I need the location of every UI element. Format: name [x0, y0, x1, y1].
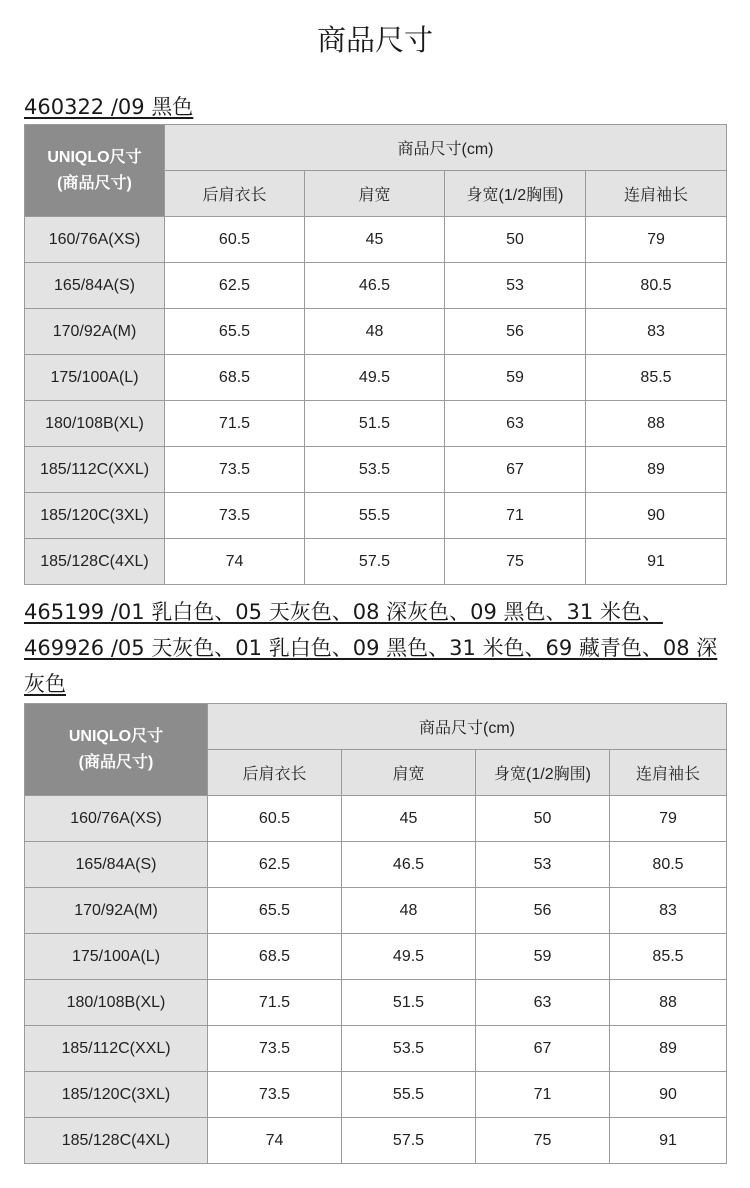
- table-row: [25, 263, 727, 309]
- measurement-cell: 50: [476, 796, 610, 842]
- measurement-cell: 71.5: [208, 980, 342, 1026]
- table-row: [25, 980, 727, 1026]
- corner-line2: (商品尺寸): [57, 174, 132, 192]
- table-row: [25, 309, 727, 355]
- measurement-cell: 73.5: [165, 493, 305, 539]
- measurement-cell: 45: [305, 217, 445, 263]
- measurement-cell: 67: [445, 447, 586, 493]
- table-row: [25, 796, 727, 842]
- measurement-cell: 62.5: [208, 842, 342, 888]
- page-title: 商品尺寸: [316, 23, 433, 57]
- table-row: [25, 217, 727, 263]
- measurement-cell: 88: [610, 980, 727, 1026]
- group-header: 商品尺寸(cm): [208, 704, 727, 750]
- size-label: 185/120C(3XL): [25, 493, 165, 539]
- measurement-cell: 62.5: [165, 263, 305, 309]
- column-header: 身宽(1/2胸围): [476, 750, 610, 796]
- measurement-cell: 53: [445, 263, 586, 309]
- measurement-cell: 83: [610, 888, 727, 934]
- measurement-cell: 48: [342, 888, 476, 934]
- measurement-cell: 79: [586, 217, 727, 263]
- measurement-cell: 53: [476, 842, 610, 888]
- column-header: 后肩衣长: [165, 171, 305, 217]
- table-row: [25, 493, 727, 539]
- measurement-cell: 71: [476, 1072, 610, 1118]
- measurement-cell: 73.5: [165, 447, 305, 493]
- header-row-top: [25, 125, 727, 171]
- measurement-cell: 73.5: [208, 1026, 342, 1072]
- measurement-cell: 60.5: [208, 796, 342, 842]
- size-table-1: [24, 124, 727, 585]
- measurement-cell: 80.5: [610, 842, 727, 888]
- size-label: 170/92A(M): [25, 888, 208, 934]
- measurement-cell: 79: [610, 796, 727, 842]
- size-label: 160/76A(XS): [25, 217, 165, 263]
- measurement-cell: 91: [586, 539, 727, 585]
- table-row: [25, 1072, 727, 1118]
- measurement-cell: 65.5: [165, 309, 305, 355]
- corner-line1: UNIQLO尺寸: [68, 727, 164, 745]
- measurement-cell: 57.5: [305, 539, 445, 585]
- measurement-cell: 88: [586, 401, 727, 447]
- measurement-cell: 85.5: [610, 934, 727, 980]
- size-label: 165/84A(S): [25, 842, 208, 888]
- measurement-cell: 73.5: [208, 1072, 342, 1118]
- measurement-cell: 90: [586, 493, 727, 539]
- column-header: 肩宽: [342, 750, 476, 796]
- product-heading-text: 460322 /09 黑色: [24, 95, 194, 119]
- measurement-cell: 71.5: [165, 401, 305, 447]
- measurement-cell: 49.5: [305, 355, 445, 401]
- product-heading-2: [24, 594, 724, 702]
- size-label: 185/120C(3XL): [25, 1072, 208, 1118]
- measurement-cell: 67: [476, 1026, 610, 1072]
- column-header: 身宽(1/2胸围): [445, 171, 586, 217]
- size-label: 180/108B(XL): [25, 401, 165, 447]
- size-label: 185/128C(4XL): [25, 539, 165, 585]
- measurement-cell: 75: [445, 539, 586, 585]
- measurement-cell: 65.5: [208, 888, 342, 934]
- column-header: 肩宽: [305, 171, 445, 217]
- size-label: 175/100A(L): [25, 355, 165, 401]
- table-row: [25, 888, 727, 934]
- measurement-cell: 75: [476, 1118, 610, 1164]
- measurement-cell: 50: [445, 217, 586, 263]
- size-label: 165/84A(S): [25, 263, 165, 309]
- measurement-cell: 68.5: [208, 934, 342, 980]
- measurement-cell: 57.5: [342, 1118, 476, 1164]
- table-row: [25, 539, 727, 585]
- column-header: 连肩袖长: [610, 750, 727, 796]
- size-label: 175/100A(L): [25, 934, 208, 980]
- measurement-cell: 60.5: [165, 217, 305, 263]
- measurement-cell: 74: [165, 539, 305, 585]
- measurement-cell: 91: [610, 1118, 727, 1164]
- table-row: [25, 842, 727, 888]
- measurement-cell: 89: [586, 447, 727, 493]
- table-row: [25, 355, 727, 401]
- column-header: 后肩衣长: [208, 750, 342, 796]
- measurement-cell: 63: [445, 401, 586, 447]
- group-header: 商品尺寸(cm): [165, 125, 727, 171]
- table-row: [25, 1026, 727, 1072]
- measurement-cell: 83: [586, 309, 727, 355]
- size-label: 180/108B(XL): [25, 980, 208, 1026]
- measurement-cell: 63: [476, 980, 610, 1026]
- size-label: 170/92A(M): [25, 309, 165, 355]
- measurement-cell: 55.5: [342, 1072, 476, 1118]
- measurement-cell: 71: [445, 493, 586, 539]
- corner-line1: UNIQLO尺寸: [47, 148, 142, 166]
- size-label: 185/112C(XXL): [25, 447, 165, 493]
- table-row: [25, 1118, 727, 1164]
- measurement-cell: 89: [610, 1026, 727, 1072]
- measurement-cell: 56: [445, 309, 586, 355]
- size-label: 185/128C(4XL): [25, 1118, 208, 1164]
- size-column-header: [25, 704, 208, 796]
- product-heading-1: [24, 89, 724, 125]
- size-table-2: [24, 703, 727, 1164]
- measurement-cell: 68.5: [165, 355, 305, 401]
- measurement-cell: 85.5: [586, 355, 727, 401]
- table-row: [25, 447, 727, 493]
- measurement-cell: 46.5: [305, 263, 445, 309]
- measurement-cell: 55.5: [305, 493, 445, 539]
- column-header: 连肩袖长: [586, 171, 727, 217]
- measurement-cell: 80.5: [586, 263, 727, 309]
- measurement-cell: 59: [445, 355, 586, 401]
- size-label: 160/76A(XS): [25, 796, 208, 842]
- measurement-cell: 51.5: [342, 980, 476, 1026]
- measurement-cell: 74: [208, 1118, 342, 1164]
- measurement-cell: 48: [305, 309, 445, 355]
- measurement-cell: 46.5: [342, 842, 476, 888]
- table-row: [25, 934, 727, 980]
- size-column-header: [25, 125, 165, 217]
- measurement-cell: 53.5: [342, 1026, 476, 1072]
- corner-line2: (商品尺寸): [78, 753, 154, 771]
- measurement-cell: 53.5: [305, 447, 445, 493]
- product-heading-text: 465199 /01 乳白色、05 天灰色、08 深灰色、09 黑色、31 米色、469926 /05 天灰色、01 乳白色、09 黑色、31 米色、69 藏青色、08 深灰色: [24, 600, 718, 696]
- header-row-top: [25, 704, 727, 750]
- measurement-cell: 90: [610, 1072, 727, 1118]
- measurement-cell: 45: [342, 796, 476, 842]
- measurement-cell: 56: [476, 888, 610, 934]
- size-label: 185/112C(XXL): [25, 1026, 208, 1072]
- measurement-cell: 59: [476, 934, 610, 980]
- measurement-cell: 49.5: [342, 934, 476, 980]
- table-row: [25, 401, 727, 447]
- measurement-cell: 51.5: [305, 401, 445, 447]
